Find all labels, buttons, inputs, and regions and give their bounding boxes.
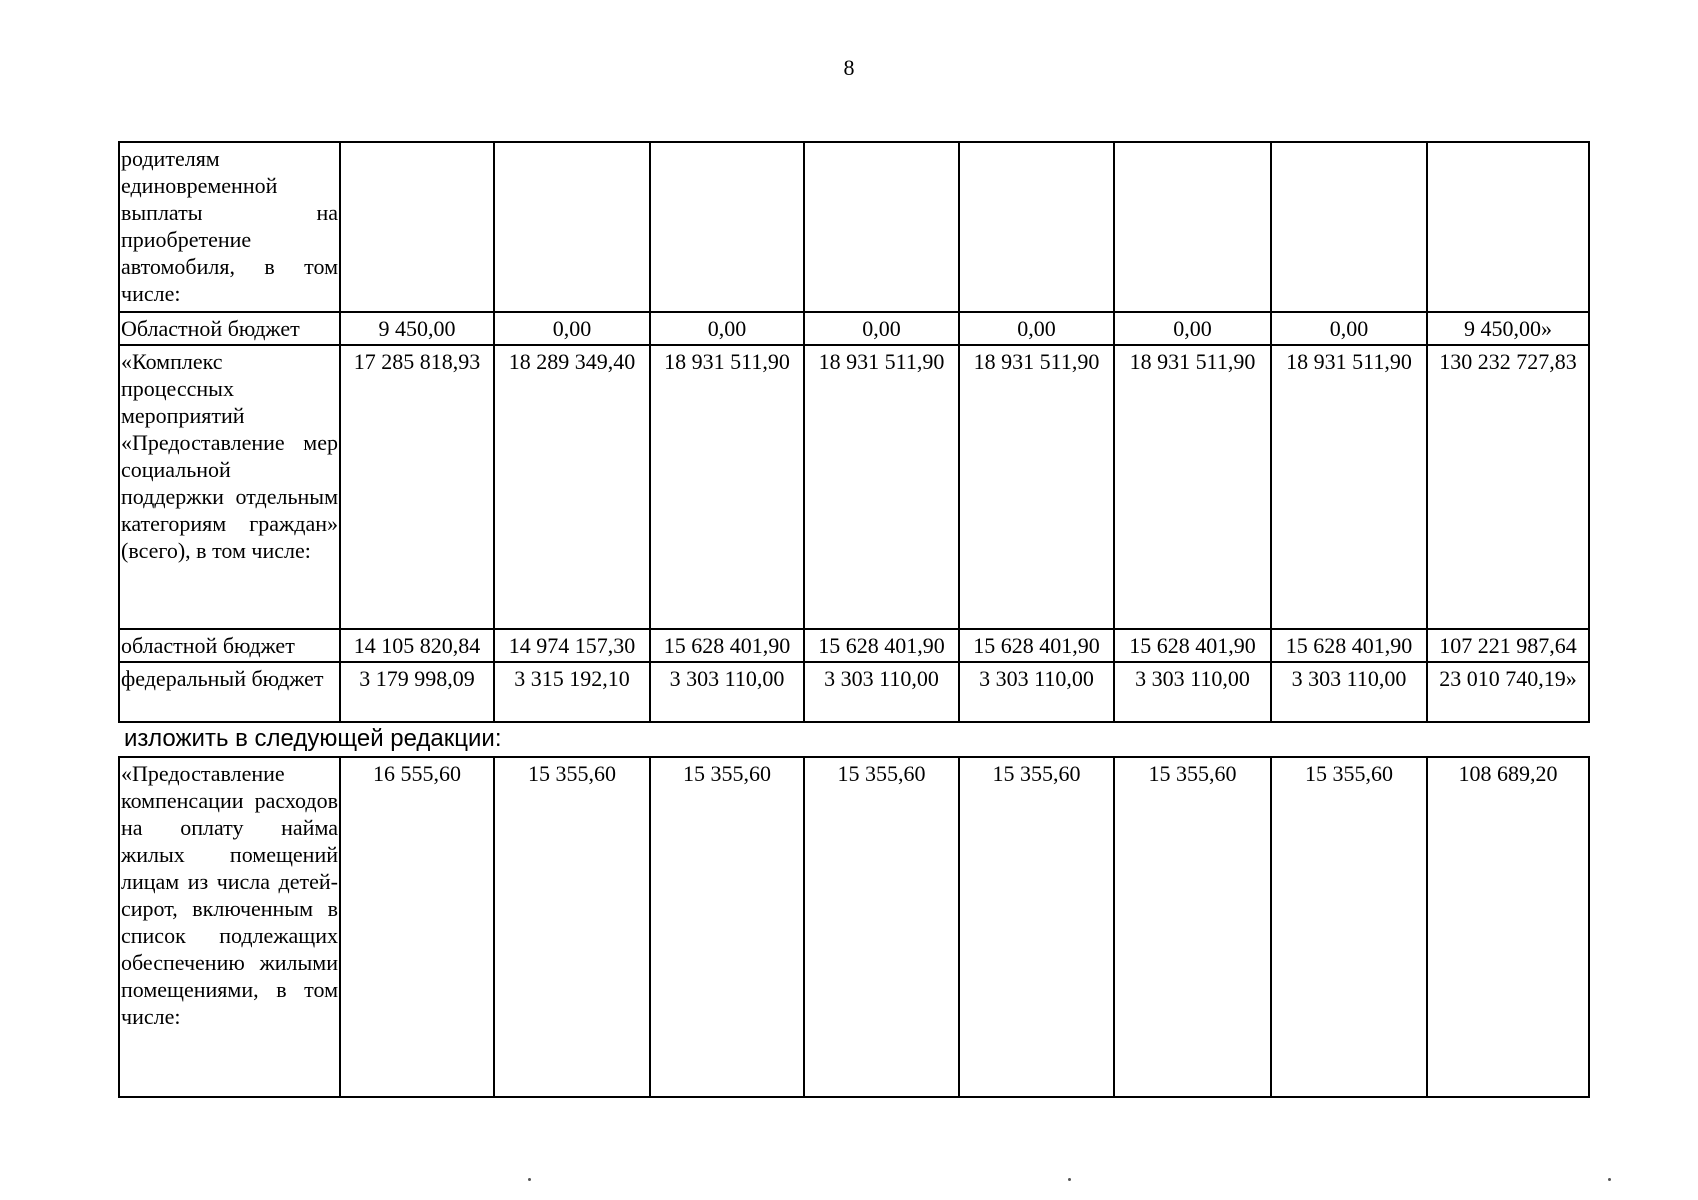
value-cell: 14 974 157,30: [494, 629, 650, 662]
value-cell: 3 303 110,00: [1271, 662, 1427, 722]
value-cell: 3 303 110,00: [804, 662, 959, 722]
scan-speck: [528, 1178, 531, 1181]
table-row: [119, 142, 1589, 312]
table-row: [119, 629, 1589, 662]
value-cell: 18 931 511,90: [1271, 345, 1427, 629]
value-cell: 0,00: [959, 312, 1114, 345]
row-label: Областной бюджет: [119, 312, 340, 345]
value-cell: [1427, 142, 1589, 312]
value-cell: 130 232 727,83: [1427, 345, 1589, 629]
value-cell: 15 628 401,90: [804, 629, 959, 662]
value-cell: [959, 142, 1114, 312]
value-cell: 15 355,60: [1271, 757, 1427, 1097]
budget-table-top: [118, 141, 1590, 723]
row-label: родителям единовременной выплаты на приобретение автомобиля, в том числе:: [119, 142, 340, 312]
value-cell: 18 289 349,40: [494, 345, 650, 629]
value-cell: 18 931 511,90: [804, 345, 959, 629]
value-cell: 16 555,60: [340, 757, 494, 1097]
value-cell: 3 303 110,00: [650, 662, 804, 722]
value-cell: 107 221 987,64: [1427, 629, 1589, 662]
value-cell: [1114, 142, 1271, 312]
value-cell: 15 628 401,90: [1114, 629, 1271, 662]
row-label: федеральный бюджет: [119, 662, 340, 722]
value-cell: [1271, 142, 1427, 312]
value-cell: 108 689,20: [1427, 757, 1589, 1097]
value-cell: [494, 142, 650, 312]
value-cell: 23 010 740,19»: [1427, 662, 1589, 722]
value-cell: [804, 142, 959, 312]
scan-speck: [1068, 1178, 1071, 1181]
value-cell: 3 303 110,00: [959, 662, 1114, 722]
scan-speck: [1608, 1178, 1611, 1181]
value-cell: 9 450,00: [340, 312, 494, 345]
value-cell: 15 628 401,90: [650, 629, 804, 662]
value-cell: 0,00: [804, 312, 959, 345]
value-cell: 15 355,60: [650, 757, 804, 1097]
value-cell: 3 315 192,10: [494, 662, 650, 722]
table-row: [119, 312, 1589, 345]
value-cell: 18 931 511,90: [650, 345, 804, 629]
table-row: [119, 345, 1589, 629]
value-cell: [340, 142, 494, 312]
row-label: «Комплекс процессных мероприятий «Предоставление мер социальной поддержки отдельным категориям граждан» (всего), в том числе:: [119, 345, 340, 629]
row-label: областной бюджет: [119, 629, 340, 662]
value-cell: [650, 142, 804, 312]
value-cell: 0,00: [494, 312, 650, 345]
value-cell: 15 355,60: [1114, 757, 1271, 1097]
value-cell: 0,00: [1271, 312, 1427, 345]
value-cell: 9 450,00»: [1427, 312, 1589, 345]
table-row: [119, 662, 1589, 722]
amendment-instruction: изложить в следующей редакции:: [124, 725, 502, 752]
value-cell: 15 355,60: [494, 757, 650, 1097]
value-cell: 3 179 998,09: [340, 662, 494, 722]
value-cell: 18 931 511,90: [1114, 345, 1271, 629]
value-cell: 3 303 110,00: [1114, 662, 1271, 722]
table-row: [119, 757, 1589, 1097]
value-cell: 15 355,60: [959, 757, 1114, 1097]
value-cell: 15 628 401,90: [1271, 629, 1427, 662]
value-cell: 0,00: [1114, 312, 1271, 345]
value-cell: 0,00: [650, 312, 804, 345]
row-label: «Предоставление компенсации расходов на оплату найма жилых помещений лицам из числа детей-сирот, включенным в список подлежащих обеспечению жилыми помещениями, в том числе:: [119, 757, 340, 1097]
value-cell: 15 355,60: [804, 757, 959, 1097]
value-cell: 17 285 818,93: [340, 345, 494, 629]
value-cell: 14 105 820,84: [340, 629, 494, 662]
value-cell: 18 931 511,90: [959, 345, 1114, 629]
budget-table-bottom: [118, 756, 1590, 1098]
value-cell: 15 628 401,90: [959, 629, 1114, 662]
page-number: 8: [843, 55, 855, 80]
